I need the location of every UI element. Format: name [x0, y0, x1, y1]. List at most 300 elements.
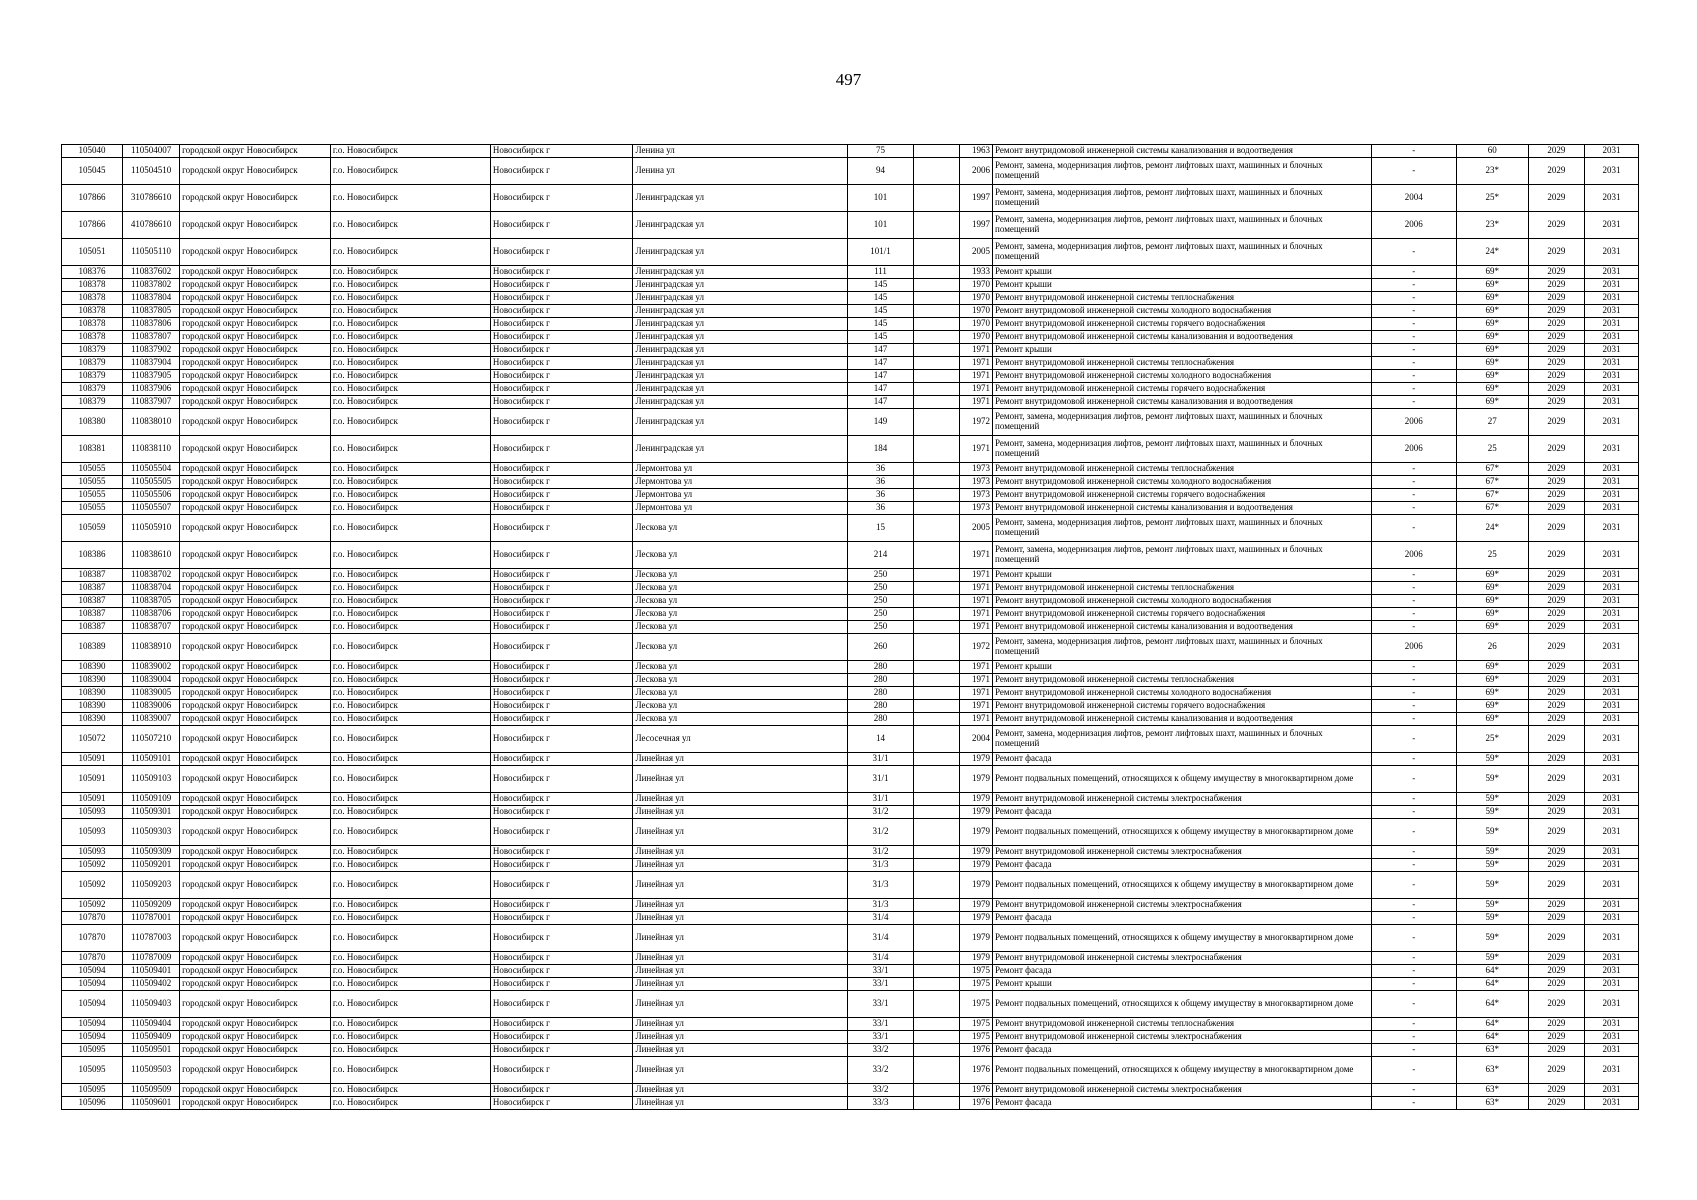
- cell-build-year: 2005: [960, 239, 993, 266]
- cell-last-repair-year: -: [1372, 806, 1457, 819]
- cell-build-year: 2004: [960, 726, 993, 753]
- cell-work-id: 110509401: [123, 965, 180, 978]
- cell-locality: Новосибирск г: [490, 279, 633, 292]
- cell-norm-period: 59*: [1456, 793, 1528, 806]
- cell-work-id: 110837807: [123, 331, 180, 344]
- table-row: [62, 661, 1639, 674]
- cell-work-type: Ремонт внутридомовой инженерной системы горячего водоснабжения: [993, 318, 1372, 331]
- table-row: [62, 753, 1639, 766]
- table-row: [62, 489, 1639, 502]
- cell-corpus: [913, 212, 960, 239]
- cell-plan-year-start: 2029: [1528, 793, 1584, 806]
- cell-norm-period: 63*: [1456, 1057, 1528, 1084]
- cell-work-type: Ремонт внутридомовой инженерной системы горячего водоснабжения: [993, 608, 1372, 621]
- cell-municipality: городской округ Новосибирск: [180, 595, 331, 608]
- cell-municipality: городской округ Новосибирск: [180, 753, 331, 766]
- cell-corpus: [913, 1031, 960, 1044]
- cell-work-type: Ремонт внутридомовой инженерной системы холодного водоснабжения: [993, 476, 1372, 489]
- cell-district: г.о. Новосибирск: [330, 158, 490, 185]
- cell-house-number: 33/2: [848, 1057, 913, 1084]
- cell-district: г.о. Новосибирск: [330, 266, 490, 279]
- cell-house-number: 31/3: [848, 859, 913, 872]
- cell-district: г.о. Новосибирск: [330, 925, 490, 952]
- cell-street: Линейная ул: [633, 846, 848, 859]
- cell-last-repair-year: 2006: [1372, 542, 1457, 569]
- cell-house-number: 101: [848, 185, 913, 212]
- cell-district: г.о. Новосибирск: [330, 542, 490, 569]
- cell-house-id: 108387: [62, 582, 123, 595]
- cell-house-id: 105059: [62, 515, 123, 542]
- cell-work-type: Ремонт крыши: [993, 279, 1372, 292]
- cell-work-id: 110509103: [123, 766, 180, 793]
- cell-house-number: 31/2: [848, 806, 913, 819]
- table-row: [62, 793, 1639, 806]
- cell-work-id: 110505910: [123, 515, 180, 542]
- cell-last-repair-year: -: [1372, 357, 1457, 370]
- cell-plan-year-start: 2029: [1528, 331, 1584, 344]
- cell-district: г.о. Новосибирск: [330, 582, 490, 595]
- cell-house-number: 36: [848, 502, 913, 515]
- cell-corpus: [913, 292, 960, 305]
- cell-locality: Новосибирск г: [490, 1044, 633, 1057]
- cell-corpus: [913, 991, 960, 1018]
- cell-plan-year-start: 2029: [1528, 819, 1584, 846]
- cell-work-type: Ремонт, замена, модернизация лифтов, ремонт лифтовых шахт, машинных и блочных помещений: [993, 239, 1372, 266]
- cell-locality: Новосибирск г: [490, 292, 633, 305]
- cell-plan-year-start: 2029: [1528, 912, 1584, 925]
- cell-corpus: [913, 859, 960, 872]
- cell-district: г.о. Новосибирск: [330, 212, 490, 239]
- cell-street: Линейная ул: [633, 1018, 848, 1031]
- cell-norm-period: 24*: [1456, 515, 1528, 542]
- cell-street: Лескова ул: [633, 661, 848, 674]
- cell-municipality: городской округ Новосибирск: [180, 899, 331, 912]
- table-row: [62, 1031, 1639, 1044]
- cell-plan-year-end: 2031: [1584, 436, 1638, 463]
- cell-house-id: 105094: [62, 991, 123, 1018]
- cell-street: Лескова ул: [633, 515, 848, 542]
- cell-district: г.о. Новосибирск: [330, 569, 490, 582]
- cell-work-type: Ремонт внутридомовой инженерной системы канализования и водоотведения: [993, 621, 1372, 634]
- cell-street: Линейная ул: [633, 859, 848, 872]
- cell-build-year: 1970: [960, 331, 993, 344]
- cell-norm-period: 25: [1456, 436, 1528, 463]
- cell-last-repair-year: -: [1372, 305, 1457, 318]
- cell-last-repair-year: -: [1372, 595, 1457, 608]
- cell-municipality: городской округ Новосибирск: [180, 489, 331, 502]
- cell-work-type: Ремонт крыши: [993, 978, 1372, 991]
- cell-house-id: 107870: [62, 925, 123, 952]
- cell-last-repair-year: 2006: [1372, 409, 1457, 436]
- cell-house-id: 108378: [62, 279, 123, 292]
- table-row: [62, 331, 1639, 344]
- cell-municipality: городской округ Новосибирск: [180, 766, 331, 793]
- cell-work-id: 110837805: [123, 305, 180, 318]
- cell-district: г.о. Новосибирск: [330, 1044, 490, 1057]
- cell-municipality: городской округ Новосибирск: [180, 726, 331, 753]
- cell-street: Ленинградская ул: [633, 396, 848, 409]
- cell-street: Лесосечная ул: [633, 726, 848, 753]
- cell-street: Линейная ул: [633, 1084, 848, 1097]
- cell-work-id: 110838110: [123, 436, 180, 463]
- cell-corpus: [913, 318, 960, 331]
- table-row: [62, 766, 1639, 793]
- cell-house-number: 36: [848, 489, 913, 502]
- cell-last-repair-year: -: [1372, 1044, 1457, 1057]
- cell-norm-period: 69*: [1456, 621, 1528, 634]
- cell-municipality: городской округ Новосибирск: [180, 713, 331, 726]
- cell-work-type: Ремонт фасада: [993, 1097, 1372, 1110]
- cell-plan-year-start: 2029: [1528, 859, 1584, 872]
- table-row: [62, 344, 1639, 357]
- cell-corpus: [913, 582, 960, 595]
- cell-build-year: 1971: [960, 687, 993, 700]
- cell-corpus: [913, 542, 960, 569]
- cell-house-number: 36: [848, 476, 913, 489]
- cell-house-id: 105055: [62, 489, 123, 502]
- cell-plan-year-end: 2031: [1584, 753, 1638, 766]
- cell-municipality: городской округ Новосибирск: [180, 542, 331, 569]
- cell-plan-year-start: 2029: [1528, 266, 1584, 279]
- cell-work-id: 110505505: [123, 476, 180, 489]
- cell-street: Лермонтова ул: [633, 489, 848, 502]
- cell-district: г.о. Новосибирск: [330, 279, 490, 292]
- cell-plan-year-end: 2031: [1584, 713, 1638, 726]
- cell-corpus: [913, 515, 960, 542]
- cell-last-repair-year: -: [1372, 713, 1457, 726]
- cell-norm-period: 59*: [1456, 806, 1528, 819]
- cell-work-type: Ремонт подвальных помещений, относящихся к общему имуществу в многоквартирном доме: [993, 766, 1372, 793]
- table-row: [62, 713, 1639, 726]
- cell-plan-year-end: 2031: [1584, 582, 1638, 595]
- cell-district: г.о. Новосибирск: [330, 859, 490, 872]
- cell-norm-period: 69*: [1456, 608, 1528, 621]
- cell-work-id: 110837804: [123, 292, 180, 305]
- cell-build-year: 1971: [960, 436, 993, 463]
- cell-plan-year-start: 2029: [1528, 383, 1584, 396]
- cell-plan-year-start: 2029: [1528, 1057, 1584, 1084]
- cell-work-type: Ремонт внутридомовой инженерной системы электроснабжения: [993, 846, 1372, 859]
- cell-street: Линейная ул: [633, 1097, 848, 1110]
- cell-plan-year-start: 2029: [1528, 1018, 1584, 1031]
- table-row: [62, 185, 1639, 212]
- cell-street: Ленинградская ул: [633, 357, 848, 370]
- table-row: [62, 396, 1639, 409]
- cell-norm-period: 25*: [1456, 185, 1528, 212]
- cell-last-repair-year: -: [1372, 502, 1457, 515]
- cell-district: г.о. Новосибирск: [330, 463, 490, 476]
- cell-norm-period: 69*: [1456, 595, 1528, 608]
- table-row: [62, 409, 1639, 436]
- cell-locality: Новосибирск г: [490, 1018, 633, 1031]
- cell-last-repair-year: -: [1372, 463, 1457, 476]
- cell-plan-year-start: 2029: [1528, 978, 1584, 991]
- cell-build-year: 1973: [960, 476, 993, 489]
- cell-house-id: 108379: [62, 370, 123, 383]
- cell-locality: Новосибирск г: [490, 436, 633, 463]
- cell-street: Линейная ул: [633, 753, 848, 766]
- cell-work-id: 110505110: [123, 239, 180, 266]
- cell-house-id: 105091: [62, 766, 123, 793]
- cell-house-id: 105055: [62, 463, 123, 476]
- cell-last-repair-year: -: [1372, 383, 1457, 396]
- table-row: [62, 1057, 1639, 1084]
- cell-house-number: 149: [848, 409, 913, 436]
- cell-last-repair-year: -: [1372, 687, 1457, 700]
- table-row: [62, 569, 1639, 582]
- table-row: [62, 899, 1639, 912]
- cell-district: г.о. Новосибирск: [330, 819, 490, 846]
- cell-district: г.о. Новосибирск: [330, 726, 490, 753]
- cell-district: г.о. Новосибирск: [330, 409, 490, 436]
- cell-house-number: 280: [848, 700, 913, 713]
- cell-municipality: городской округ Новосибирск: [180, 819, 331, 846]
- cell-house-id: 105045: [62, 158, 123, 185]
- cell-work-id: 110837904: [123, 357, 180, 370]
- cell-work-type: Ремонт фасада: [993, 753, 1372, 766]
- cell-work-id: 110505504: [123, 463, 180, 476]
- cell-last-repair-year: -: [1372, 661, 1457, 674]
- cell-build-year: 1979: [960, 766, 993, 793]
- cell-locality: Новосибирск г: [490, 912, 633, 925]
- table-row: [62, 1044, 1639, 1057]
- cell-corpus: [913, 357, 960, 370]
- cell-plan-year-end: 2031: [1584, 344, 1638, 357]
- table-row: [62, 145, 1639, 158]
- cell-plan-year-start: 2029: [1528, 515, 1584, 542]
- cell-plan-year-end: 2031: [1584, 212, 1638, 239]
- cell-district: г.о. Новосибирск: [330, 846, 490, 859]
- cell-plan-year-end: 2031: [1584, 661, 1638, 674]
- cell-house-id: 105094: [62, 1031, 123, 1044]
- cell-plan-year-start: 2029: [1528, 1084, 1584, 1097]
- cell-norm-period: 67*: [1456, 489, 1528, 502]
- cell-norm-period: 27: [1456, 409, 1528, 436]
- table-row: [62, 502, 1639, 515]
- cell-plan-year-end: 2031: [1584, 370, 1638, 383]
- cell-house-id: 105095: [62, 1057, 123, 1084]
- cell-last-repair-year: -: [1372, 753, 1457, 766]
- cell-house-id: 108378: [62, 318, 123, 331]
- cell-plan-year-end: 2031: [1584, 383, 1638, 396]
- cell-locality: Новосибирск г: [490, 370, 633, 383]
- cell-house-id: 105040: [62, 145, 123, 158]
- cell-district: г.о. Новосибирск: [330, 305, 490, 318]
- cell-house-number: 101/1: [848, 239, 913, 266]
- cell-work-type: Ремонт крыши: [993, 661, 1372, 674]
- cell-district: г.о. Новосибирск: [330, 793, 490, 806]
- cell-municipality: городской округ Новосибирск: [180, 872, 331, 899]
- cell-norm-period: 59*: [1456, 912, 1528, 925]
- cell-house-id: 105051: [62, 239, 123, 266]
- cell-house-number: 214: [848, 542, 913, 569]
- cell-municipality: городской округ Новосибирск: [180, 912, 331, 925]
- cell-house-number: 31/4: [848, 925, 913, 952]
- cell-last-repair-year: -: [1372, 819, 1457, 846]
- cell-house-id: 105095: [62, 1044, 123, 1057]
- cell-build-year: 1973: [960, 489, 993, 502]
- cell-work-id: 110837802: [123, 279, 180, 292]
- cell-build-year: 1971: [960, 396, 993, 409]
- cell-municipality: городской округ Новосибирск: [180, 1031, 331, 1044]
- cell-plan-year-start: 2029: [1528, 463, 1584, 476]
- cell-municipality: городской округ Новосибирск: [180, 212, 331, 239]
- cell-municipality: городской округ Новосибирск: [180, 370, 331, 383]
- cell-street: Линейная ул: [633, 1057, 848, 1084]
- cell-plan-year-start: 2029: [1528, 634, 1584, 661]
- table-row: [62, 595, 1639, 608]
- cell-municipality: городской округ Новосибирск: [180, 925, 331, 952]
- cell-norm-period: 59*: [1456, 925, 1528, 952]
- cell-build-year: 1971: [960, 700, 993, 713]
- cell-house-number: 250: [848, 569, 913, 582]
- cell-norm-period: 69*: [1456, 357, 1528, 370]
- cell-plan-year-start: 2029: [1528, 674, 1584, 687]
- cell-norm-period: 67*: [1456, 476, 1528, 489]
- cell-work-type: Ремонт подвальных помещений, относящихся к общему имуществу в многоквартирном доме: [993, 819, 1372, 846]
- cell-last-repair-year: -: [1372, 621, 1457, 634]
- cell-norm-period: 69*: [1456, 344, 1528, 357]
- cell-plan-year-start: 2029: [1528, 185, 1584, 212]
- cell-plan-year-start: 2029: [1528, 726, 1584, 753]
- cell-norm-period: 69*: [1456, 687, 1528, 700]
- cell-district: г.о. Новосибирск: [330, 872, 490, 899]
- cell-street: Линейная ул: [633, 965, 848, 978]
- cell-municipality: городской округ Новосибирск: [180, 846, 331, 859]
- cell-street: Линейная ул: [633, 1031, 848, 1044]
- cell-plan-year-start: 2029: [1528, 212, 1584, 239]
- cell-norm-period: 69*: [1456, 266, 1528, 279]
- table-row: [62, 279, 1639, 292]
- cell-work-type: Ремонт внутридомовой инженерной системы канализования и водоотведения: [993, 145, 1372, 158]
- cell-plan-year-end: 2031: [1584, 396, 1638, 409]
- cell-house-id: 105072: [62, 726, 123, 753]
- page-number: 497: [835, 70, 862, 89]
- cell-work-type: Ремонт крыши: [993, 569, 1372, 582]
- cell-corpus: [913, 912, 960, 925]
- cell-plan-year-start: 2029: [1528, 1044, 1584, 1057]
- cell-district: г.о. Новосибирск: [330, 383, 490, 396]
- cell-district: г.о. Новосибирск: [330, 145, 490, 158]
- cell-house-number: 36: [848, 463, 913, 476]
- cell-house-number: 280: [848, 661, 913, 674]
- cell-corpus: [913, 239, 960, 266]
- cell-plan-year-end: 2031: [1584, 991, 1638, 1018]
- cell-house-number: 250: [848, 595, 913, 608]
- cell-house-id: 105093: [62, 819, 123, 846]
- cell-corpus: [913, 766, 960, 793]
- cell-district: г.о. Новосибирск: [330, 978, 490, 991]
- cell-plan-year-start: 2029: [1528, 542, 1584, 569]
- cell-district: г.о. Новосибирск: [330, 502, 490, 515]
- cell-work-id: 110509402: [123, 978, 180, 991]
- cell-street: Ленинградская ул: [633, 305, 848, 318]
- cell-work-type: Ремонт подвальных помещений, относящихся к общему имуществу в многоквартирном доме: [993, 991, 1372, 1018]
- cell-plan-year-end: 2031: [1584, 912, 1638, 925]
- cell-work-id: 110509309: [123, 846, 180, 859]
- cell-house-number: 31/1: [848, 793, 913, 806]
- cell-house-number: 31/3: [848, 872, 913, 899]
- cell-corpus: [913, 569, 960, 582]
- cell-work-id: 110838704: [123, 582, 180, 595]
- cell-corpus: [913, 489, 960, 502]
- cell-house-id: 108387: [62, 608, 123, 621]
- cell-plan-year-start: 2029: [1528, 279, 1584, 292]
- cell-plan-year-start: 2029: [1528, 318, 1584, 331]
- cell-corpus: [913, 661, 960, 674]
- cell-work-id: 110837906: [123, 383, 180, 396]
- cell-last-repair-year: -: [1372, 344, 1457, 357]
- cell-work-id: 110838702: [123, 569, 180, 582]
- cell-build-year: 1973: [960, 463, 993, 476]
- cell-work-type: Ремонт, замена, модернизация лифтов, ремонт лифтовых шахт, машинных и блочных помещений: [993, 515, 1372, 542]
- cell-municipality: городской округ Новосибирск: [180, 383, 331, 396]
- cell-work-type: Ремонт, замена, модернизация лифтов, ремонт лифтовых шахт, машинных и блочных помещений: [993, 185, 1372, 212]
- cell-build-year: 1979: [960, 925, 993, 952]
- cell-street: Линейная ул: [633, 1044, 848, 1057]
- cell-street: Лескова ул: [633, 700, 848, 713]
- cell-norm-period: 59*: [1456, 859, 1528, 872]
- cell-locality: Новосибирск г: [490, 726, 633, 753]
- cell-plan-year-end: 2031: [1584, 409, 1638, 436]
- cell-house-number: 250: [848, 582, 913, 595]
- cell-build-year: 1979: [960, 753, 993, 766]
- cell-municipality: городской округ Новосибирск: [180, 1084, 331, 1097]
- cell-norm-period: 64*: [1456, 978, 1528, 991]
- cell-house-id: 108378: [62, 305, 123, 318]
- cell-last-repair-year: -: [1372, 1084, 1457, 1097]
- cell-plan-year-end: 2031: [1584, 145, 1638, 158]
- cell-norm-period: 59*: [1456, 872, 1528, 899]
- cell-plan-year-end: 2031: [1584, 1018, 1638, 1031]
- cell-locality: Новосибирск г: [490, 357, 633, 370]
- cell-district: г.о. Новосибирск: [330, 292, 490, 305]
- cell-corpus: [913, 305, 960, 318]
- cell-house-number: 280: [848, 674, 913, 687]
- cell-norm-period: 69*: [1456, 582, 1528, 595]
- cell-norm-period: 63*: [1456, 1044, 1528, 1057]
- cell-district: г.о. Новосибирск: [330, 687, 490, 700]
- cell-municipality: городской округ Новосибирск: [180, 331, 331, 344]
- cell-district: г.о. Новосибирск: [330, 661, 490, 674]
- cell-plan-year-end: 2031: [1584, 952, 1638, 965]
- cell-locality: Новосибирск г: [490, 595, 633, 608]
- cell-corpus: [913, 806, 960, 819]
- cell-norm-period: 59*: [1456, 819, 1528, 846]
- cell-norm-period: 69*: [1456, 700, 1528, 713]
- cell-work-type: Ремонт фасада: [993, 859, 1372, 872]
- cell-norm-period: 63*: [1456, 1097, 1528, 1110]
- cell-municipality: городской округ Новосибирск: [180, 318, 331, 331]
- cell-work-id: 410786610: [123, 212, 180, 239]
- cell-house-number: 31/2: [848, 819, 913, 846]
- cell-last-repair-year: -: [1372, 1057, 1457, 1084]
- table-row: [62, 158, 1639, 185]
- cell-plan-year-end: 2031: [1584, 476, 1638, 489]
- cell-plan-year-start: 2029: [1528, 846, 1584, 859]
- cell-street: Лермонтова ул: [633, 502, 848, 515]
- table-row: [62, 952, 1639, 965]
- cell-locality: Новосибирск г: [490, 819, 633, 846]
- cell-build-year: 1976: [960, 1044, 993, 1057]
- cell-build-year: 1971: [960, 674, 993, 687]
- cell-house-number: 33/1: [848, 991, 913, 1018]
- cell-house-number: 33/1: [848, 1018, 913, 1031]
- cell-plan-year-end: 2031: [1584, 978, 1638, 991]
- cell-work-id: 110839005: [123, 687, 180, 700]
- cell-municipality: городской округ Новосибирск: [180, 661, 331, 674]
- table-row: [62, 292, 1639, 305]
